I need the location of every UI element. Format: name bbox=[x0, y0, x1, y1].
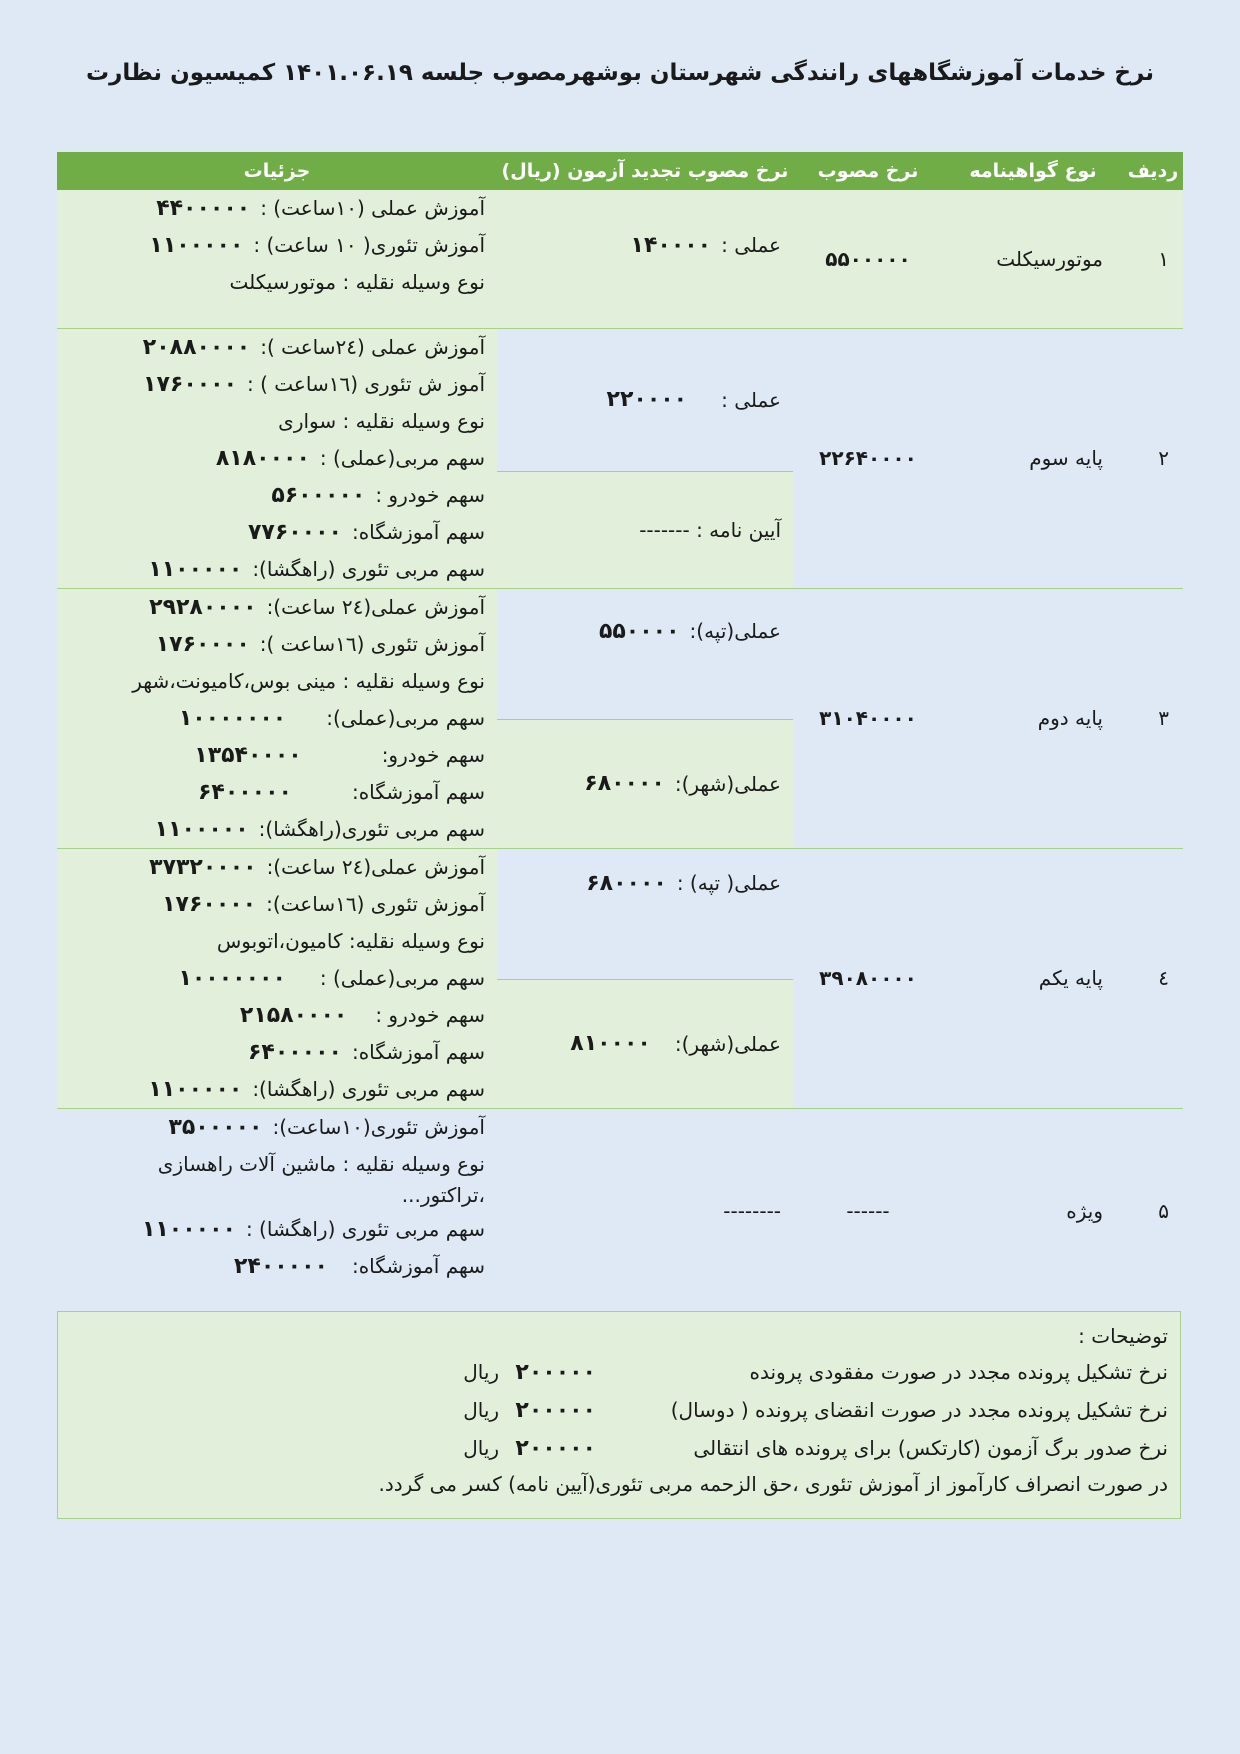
detail-line: سهم آموزشگاه:۶۴۰۰۰۰۰ bbox=[247, 1039, 485, 1065]
row-details bbox=[57, 848, 497, 1108]
row-license-type: پایه یکم bbox=[943, 848, 1123, 1108]
row-details bbox=[57, 328, 497, 588]
retest-item: عملی( تپه) : ۶۸۰۰۰۰ bbox=[586, 870, 781, 896]
page-title: نرخ خدمات آموزشگاههای رانندگی شهرستان بوشهرمصوب جلسه ۱۴۰۱.۰۶.۱۹ کمیسیون نظارت bbox=[86, 60, 1154, 86]
row-retest bbox=[497, 328, 793, 588]
table-header-row bbox=[57, 152, 1183, 190]
retest-item: عملی(شهر): ۶۸۰۰۰۰ bbox=[497, 719, 793, 848]
row-approved-rate: ۳۱۰۴۰۰۰۰ bbox=[793, 588, 943, 848]
table-row bbox=[57, 848, 1183, 1108]
detail-line: آموزش عملی(۲٤ ساعت):۳۷۳۲۰۰۰۰ bbox=[149, 854, 485, 880]
note-item: نرخ تشکیل پرونده مجدد در صورت انقضای پرونده ( دوسال) ۲۰۰۰۰۰ ریال bbox=[463, 1398, 1168, 1423]
detail-line: سهم خودرو :۲۱۵۸۰۰۰۰ bbox=[239, 1002, 485, 1028]
row-index: ٤ bbox=[1123, 848, 1183, 1108]
detail-line: سهم خودرو :۵۶۰۰۰۰۰ bbox=[271, 482, 485, 508]
note-item: نرخ تشکیل پرونده مجدد در صورت مفقودی پرونده ۲۰۰۰۰۰ ریال bbox=[463, 1360, 1168, 1385]
detail-line: سهم آموزشگاه:۷۷۶۰۰۰۰ bbox=[247, 519, 485, 545]
row-index: ۳ bbox=[1123, 588, 1183, 848]
retest-item bbox=[497, 190, 793, 300]
detail-line: نوع وسیله نقلیه : سواری bbox=[278, 408, 485, 433]
header-license-type: نوع گواهینامه bbox=[943, 152, 1123, 190]
retest-item: عملی : ۲۲۰۰۰۰ bbox=[606, 387, 781, 412]
row-license-type: ویژه bbox=[1066, 1199, 1103, 1224]
table-row bbox=[57, 1108, 1183, 1314]
retest-label: عملی : bbox=[721, 233, 781, 257]
notes-footer: در صورت انصراف کارآموز از آموزش تئوری ،حق الزحمه مربی تئوری(آیین نامه) کسر می گردد. bbox=[378, 1472, 1168, 1496]
detail-line: نوع وسیله نقلیه : ماشین آلات راهسازی bbox=[157, 1151, 485, 1176]
row-details bbox=[57, 1108, 497, 1314]
row-retest bbox=[497, 1108, 793, 1314]
detail-line: سهم آموزشگاه:۲۴۰۰۰۰۰ bbox=[233, 1253, 485, 1279]
row-license-type: پایه دوم bbox=[943, 588, 1123, 848]
row-index: ۵ bbox=[1158, 1199, 1169, 1224]
detail-line: آموزش تئوری (١٦ساعت):۱۷۶۰۰۰۰ bbox=[162, 891, 485, 917]
row-index: ۲ bbox=[1123, 328, 1183, 588]
table-row bbox=[57, 328, 1183, 588]
retest-item: عملی(تپه): ۵۵۰۰۰۰ bbox=[598, 618, 781, 644]
row-approved-rate: ------ bbox=[846, 1199, 890, 1224]
detail-line: سهم خودرو:۱۳۵۴۰۰۰۰ bbox=[194, 742, 485, 768]
detail-line: سهم مربی(عملی) :۱۰۰۰۰۰۰۰ bbox=[178, 965, 485, 991]
retest-value: ۱۴۰۰۰۰ bbox=[630, 232, 712, 258]
row-retest bbox=[497, 848, 793, 1108]
detail-line: نوع وسیله نقلیه : مینی بوس،کامیونت،شهر bbox=[132, 668, 485, 693]
row-retest bbox=[497, 588, 793, 848]
detail-line: سهم مربی تئوری (راهگشا) :۱۱۰۰۰۰۰ bbox=[141, 1216, 485, 1242]
detail-line: آموزش عملی (۲٤ساعت ):۲۰۸۸۰۰۰۰ bbox=[142, 334, 485, 360]
detail-line: آموزش عملی (۱۰ساعت) :۴۴۰۰۰۰۰ bbox=[156, 196, 485, 221]
notes-title: توضیحات : bbox=[1078, 1324, 1168, 1348]
row-license-type: پایه سوم bbox=[943, 328, 1123, 588]
detail-line: آموزش تئوری( ۱۰ ساعت) :۱۱۰۰۰۰۰ bbox=[149, 233, 485, 258]
detail-line: سهم مربی تئوری (راهگشا):۱۱۰۰۰۰۰ bbox=[148, 556, 485, 582]
detail-line: آموزش تئوری (١٦ساعت ):۱۷۶۰۰۰۰ bbox=[155, 631, 485, 657]
detail-line: سهم مربی(عملی) :۸۱۸۰۰۰۰ bbox=[215, 445, 485, 471]
row-details bbox=[57, 588, 497, 848]
row-approved-rate: ۲۲۶۴۰۰۰۰ bbox=[793, 328, 943, 588]
detail-line: آموز ش تئوری (١٦ساعت ) :۱۷۶۰۰۰۰ bbox=[143, 371, 485, 397]
header-retest-rate: نرخ مصوب تجدید آزمون (ریال) bbox=[497, 152, 793, 190]
row-retest bbox=[497, 190, 793, 328]
table-row bbox=[57, 588, 1183, 848]
header-index: ردیف bbox=[1123, 152, 1183, 190]
row-license-type: موتورسیکلت bbox=[943, 190, 1123, 328]
header-approved-rate: نرخ مصوب bbox=[793, 152, 943, 190]
header-details: جزئیات bbox=[57, 152, 497, 190]
detail-line: نوع وسیله نقلیه: کامیون،اتوبوس bbox=[216, 928, 485, 953]
retest-item: عملی(شهر): ۸۱۰۰۰۰ bbox=[497, 979, 793, 1108]
detail-line: سهم مربی(عملی):۱۰۰۰۰۰۰۰ bbox=[178, 705, 485, 731]
fee-table bbox=[57, 152, 1183, 1314]
table-row bbox=[57, 190, 1183, 328]
retest-item: -------- bbox=[723, 1199, 781, 1224]
detail-line: آموزش تئوری(۱۰ساعت):۳۵۰۰۰۰۰ bbox=[168, 1114, 485, 1140]
detail-line: ،تراکتور... bbox=[401, 1182, 485, 1207]
row-index: ۱ bbox=[1123, 190, 1183, 328]
notes-box bbox=[57, 1311, 1181, 1519]
note-item: نرخ صدور برگ آزمون (کارتکس) برای پرونده های انتقالی ۲۰۰۰۰۰ ریال bbox=[463, 1436, 1168, 1461]
row-approved-rate: ۳۹۰۸۰۰۰۰ bbox=[793, 848, 943, 1108]
row-details bbox=[57, 190, 497, 328]
retest-item: آیین نامه : ------- bbox=[497, 471, 793, 588]
detail-line: سهم آموزشگاه:۶۴۰۰۰۰۰ bbox=[197, 779, 485, 805]
detail-line: آموزش عملی(۲٤ ساعت):۲۹۲۸۰۰۰۰ bbox=[149, 594, 485, 620]
detail-line: سهم مربی تئوری(راهگشا):۱۱۰۰۰۰۰ bbox=[154, 816, 485, 842]
detail-line: نوع وسیله نقلیه : موتورسیکلت bbox=[229, 270, 485, 294]
detail-line: سهم مربی تئوری (راهگشا):۱۱۰۰۰۰۰ bbox=[148, 1076, 485, 1102]
row-approved-rate: ۵۵۰۰۰۰۰ bbox=[793, 190, 943, 328]
